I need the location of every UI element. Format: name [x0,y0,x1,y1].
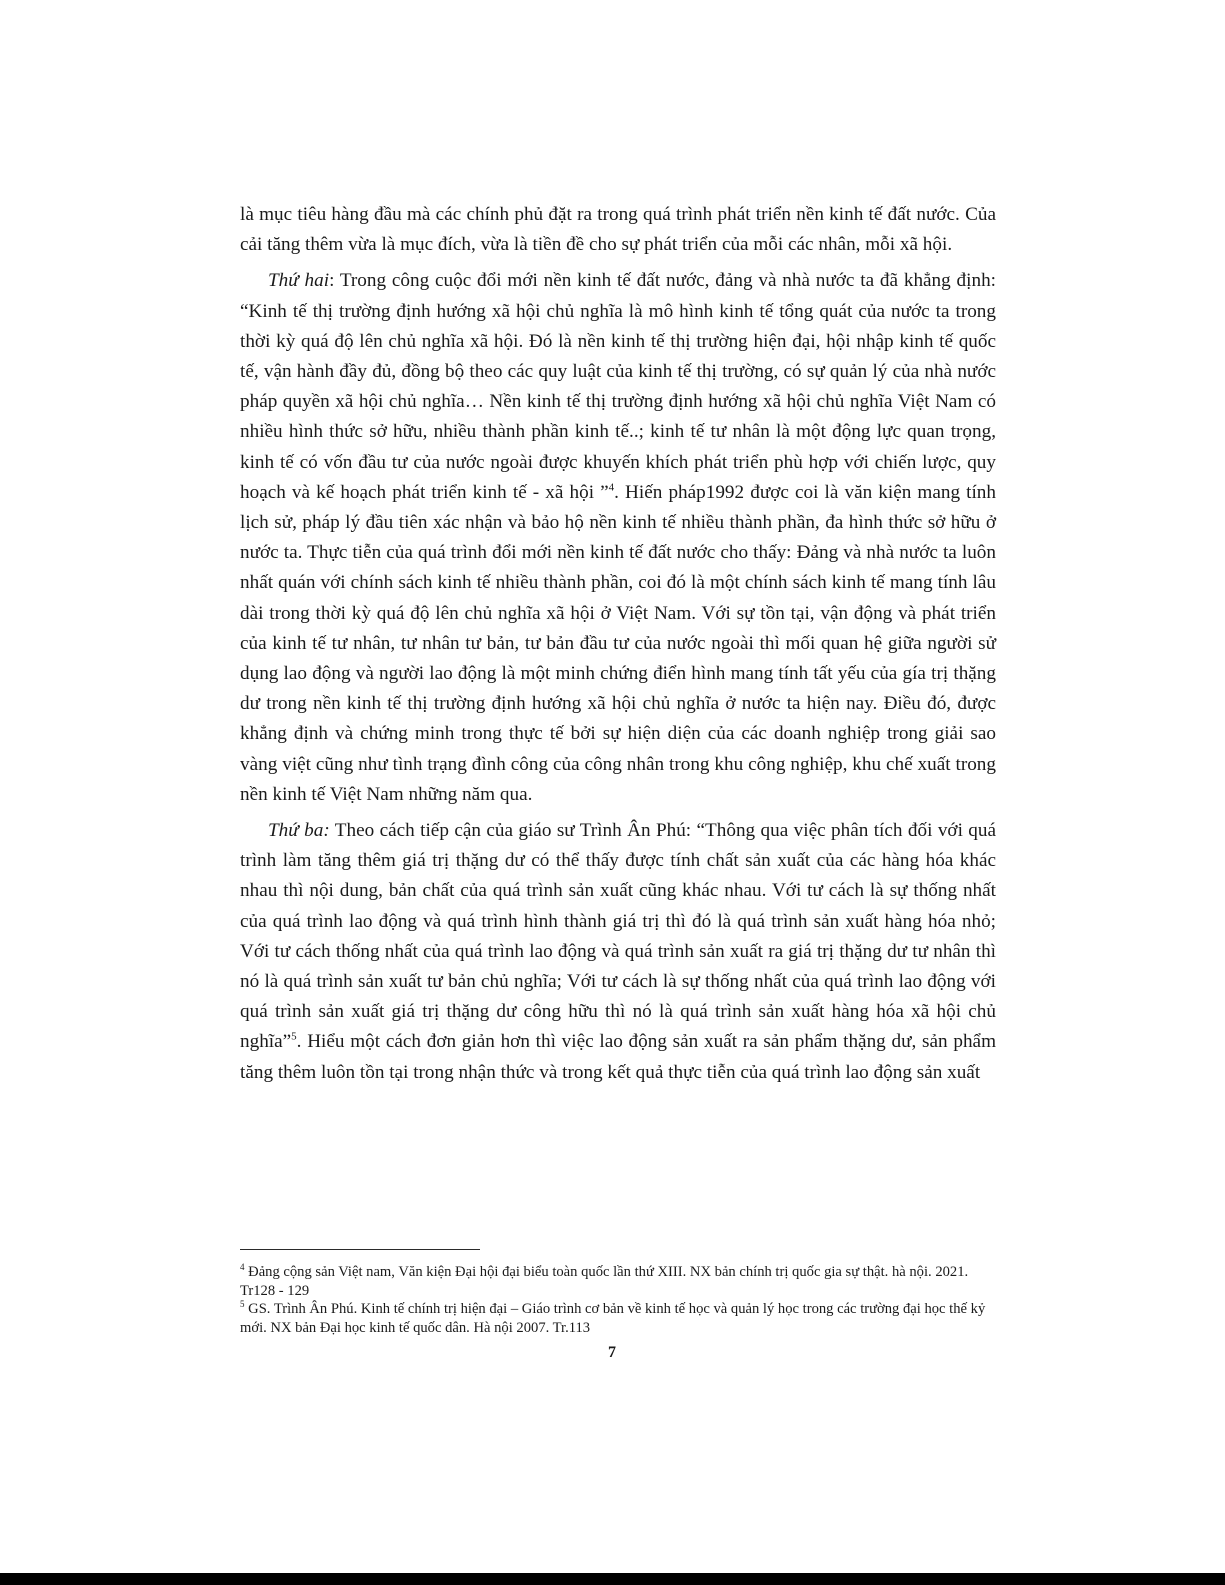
footnote-text: Đảng cộng sản Việt nam, Văn kiện Đại hội đại biểu toàn quốc lần thứ XIII. NX bản chính trị quốc gia sự thật. hà nội. 2021. Tr128 - 129 [240,1264,969,1299]
page-number: 7 [608,1344,616,1361]
footnote-5 [240,1300,996,1337]
footnote-number: 4 [240,1262,245,1273]
paragraph-3-text: Theo cách tiếp cận của giáo sư Trình Ân Phú: “Thông qua việc phân tích đối với quá trình làm tăng thêm giá trị thặng dư có thể thấy được tính chất sản xuất của các hàng hóa khác nhau thì nội dung, bản chất của quá trình sản xuất cũng khác nhau. Với tư cách là sự thống nhất của quá trình lao động và quá trình hình thành giá trị thì đó là quá trình sản xuất hàng hóa nhỏ; Với tư cách thống nhất của quá trình lao động và quá trình sản xuất ra giá trị thặng dư tư nhân thì nó là quá trình sản xuất tư bản chủ nghĩa; Với tư cách là sự thống nhất của quá trình lao động với quá trình sản xuất giá trị thặng dư công hữu thì nó là quá trình sản xuất hàng hóa xã hội chủ nghĩa” [240,820,997,1053]
paragraph-2-text: : Trong công cuộc đổi mới nền kinh tế đất nước, đảng và nhà nước ta đã khẳng định: “Kinh tế thị trường định hướng xã hội chủ nghĩa là mô hình kinh tế tổng quát của nước ta trong thời kỳ quá độ lên chủ nghĩa xã hội. Đó là nền kinh tế thị trường hiện đại, hội nhập kinh tế quốc tế, vận hành đầy đủ, đồng bộ theo các quy luật của kinh tế thị trường, có sự quản lý của nhà nước pháp quyền xã hội chủ nghĩa… Nền kinh tế thị trường định hướng xã hội chủ nghĩa Việt Nam có nhiều hình thức sở hữu, nhiều thành phần kinh tế..; kinh tế tư nhân là một động lực quan trọng, kinh tế có vốn đầu tư của nước ngoài được khuyến khích phát triển phù hợp với chiến lược, quy hoạch và kế hoạch phát triển kinh tế - xã hội ” [240,270,997,503]
footnote-number: 5 [240,1299,245,1310]
paragraph-2-lead: Thứ hai [268,270,330,292]
paragraph-3-text-continued: . Hiểu một cách đơn giản hơn thì việc lao động sản xuất ra sản phẩm thặng dư, sản phẩm tăng thêm luôn tồn tại trong nhận thức và trong kết quả thực tiễn của quá trình lao động sản xuất [240,1031,996,1083]
scan-bottom-edge [0,1573,1225,1585]
footnotes [240,1263,996,1337]
footnote-ref-4[interactable]: 4 [608,481,615,494]
paragraph-2 [240,266,996,810]
body-text [240,200,996,1094]
paragraph-3 [240,816,996,1088]
paragraph-1: là mục tiêu hàng đầu mà các chính phủ đặt ra trong quá trình phát triển nền kinh tế đất nước. Của cải tăng thêm vừa là mục đích, vừa là tiền đề cho sự phát triển của mỗi các nhân, mỗi xã hội. [240,204,996,256]
paragraph-3-lead: Thứ ba: [268,820,330,842]
paragraph-2-text-continued: . Hiến pháp1992 được coi là văn kiện mang tính lịch sử, pháp lý đầu tiên xác nhận và bảo hộ nền kinh tế nhiều thành phần, đa hình thức sở hữu ở nước ta. Thực tiễn của quá trình đổi mới nền kinh tế đất nước cho thấy: Đảng và nhà nước ta luôn nhất quán với chính sách kinh tế nhiều thành phần, coi đó là một chính sách kinh tế mang tính lâu dài trong thời kỳ quá độ lên chủ nghĩa xã hội ở Việt Nam. Với sự tồn tại, vận động và phát triển của kinh tế tư nhân, tư nhân tư bản, tư bản đầu tư của nước ngoài thì mối quan hệ giữa người sử dụng lao động và người lao động là một minh chứng điển hình mang tính tất yếu của gía trị thặng dư trong nền kinh tế thị trường định hướng xã hội chủ nghĩa ở nước ta hiện nay. Điều đó, được khẳng định và chứng minh trong thực tế bởi sự hiện diện của các doanh nghiệp trong giải sao vàng việt cũng như tình trạng đình công của công nhân trong khu công nghiệp, khu chế xuất trong nền kinh tế Việt Nam những năm qua. [240,481,996,805]
footnote-text: GS. Trình Ân Phú. Kinh tế chính trị hiện đại – Giáo trình cơ bản về kinh tế học và quản lý học trong các trường đại học thế kỷ mới. NX bản Đại học kinh tế quốc dân. Hà nội 2007. Tr.113 [240,1301,986,1336]
footnote-separator [240,1249,480,1250]
footnote-4 [240,1263,996,1300]
footnote-ref-5[interactable]: 5 [291,1031,297,1044]
